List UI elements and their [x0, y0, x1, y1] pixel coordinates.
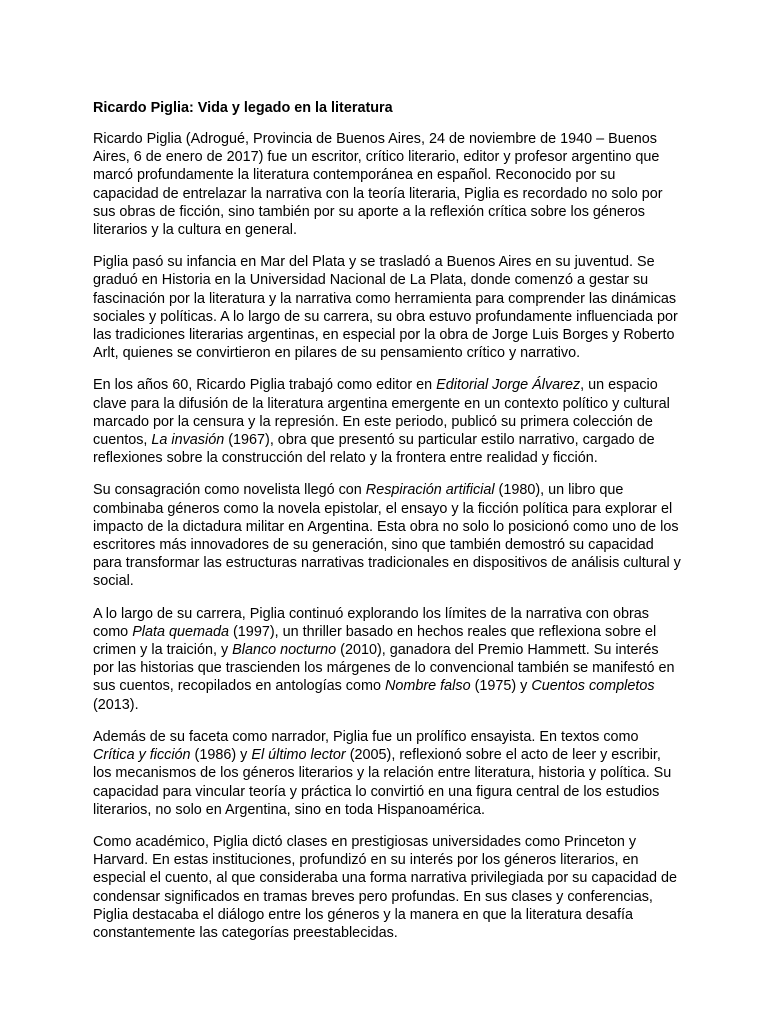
paragraph-text: (2013). [93, 696, 139, 713]
paragraph [93, 728, 683, 819]
italic-title-text: Cuentos completos [531, 678, 655, 695]
paragraph [93, 130, 683, 239]
paragraph-text: A lo largo de su carrera, Piglia continuó explorando los límites de la narrativa con obras como [93, 605, 649, 640]
paragraph-text: Como académico, Piglia dictó clases en prestigiosas universidades como Princeton y Harvard. En estas instituciones, profundizó en su interés por los géneros literarios, en especial el cuento, al que consideraba una forma narrativa privilegiada por su capacidad de condensar significados en tramas breves pero profundas. En sus clases y conferencias, Piglia destacaba el diálogo entre los géneros y la manera en que la literatura desafía constantemente las categorías preestablecidas. [93, 833, 677, 941]
paragraph-text: Ricardo Piglia (Adrogué, Provincia de Buenos Aires, 24 de noviembre de 1940 – Buenos Aires, 6 de enero de 2017) fue un escritor, crítico literario, editor y profesor argentino que marcó profundamente la literatura contemporánea en español. Reconocido por su capacidad de entrelazar la narrativa con la teoría literaria, Piglia es recordado no solo por sus obras de ficción, sino también por su aporte a la reflexión crítica sobre los géneros literarios y la cultura en general. [93, 131, 663, 239]
italic-title-text: Editorial Jorge Álvarez [436, 377, 581, 394]
document-page [93, 99, 683, 956]
paragraph-text: (1986) y [190, 747, 252, 764]
paragraph-text: (1975) y [470, 678, 532, 695]
paragraph-text: Su consagración como novelista llegó con [93, 482, 366, 499]
paragraph-text: , un espacio clave para la difusión de la literatura argentina emergente en un contexto político y cultural marcado por la censura y la represión. En este periodo, publicó su primera colección de cuentos, [93, 377, 670, 449]
paragraph [93, 253, 683, 362]
paragraph-text: (1980), un libro que combinaba géneros como la novela epistolar, el ensayo y la ficción política para explorar el impacto de la dictadura militar en Argentina. Esta obra no solo lo posicionó como uno de los escritores más innovadores de su generación, sino que también demostró su capacidad para transformar las estructuras narrativas tradicionales en dispositivos de análisis cultural y social. [93, 482, 681, 590]
italic-title-text: La invasión [151, 432, 225, 449]
paragraph-text: Piglia pasó su infancia en Mar del Plata y se trasladó a Buenos Aires en su juventud. Se graduó en Historia en la Universidad Nacional de La Plata, donde comenzó a gestar su fascinación por la literatura y la narrativa como herramienta para comprender las dinámicas sociales y políticas. A lo largo de su carrera, su obra estuvo profundamente influenciada por las tradiciones literarias argentinas, en especial por la obra de Jorge Luis Borges y Roberto Arlt, quienes se convirtieron en pilares de su pensamiento crítico y narrativo. [93, 254, 678, 362]
paragraph-text: (1997), un thriller basado en hechos reales que reflexiona sobre el crimen y la traición, y [93, 623, 657, 659]
paragraph-text: (2005), reflexionó sobre el acto de leer y escribir, los mecanismos de los géneros literarios y la relación entre literatura, historia y política. Su capacidad para vincular teoría y práctica lo convirtió en una figura central de los estudios literarios, no solo en Argentina, sino en toda Hispanoamérica. [93, 747, 672, 818]
italic-title-text: El último lector [251, 747, 346, 764]
paragraph [93, 481, 683, 590]
document-body [93, 130, 683, 942]
italic-title-text: Blanco nocturno [232, 642, 337, 659]
paragraph-text: (2010), ganadora del Premio Hammett. Su interés por las historias que trascienden los márgenes de lo convencional también se manifestó en sus cuentos, recopilados en antologías como [93, 642, 675, 695]
paragraph-text: Además de su faceta como narrador, Piglia fue un prolífico ensayista. En textos como [93, 728, 639, 745]
paragraph-text: En los años 60, Ricardo Piglia trabajó como editor en [93, 377, 437, 394]
paragraph [93, 376, 683, 467]
italic-title-text: Plata quemada [132, 623, 230, 640]
italic-title-text: Crítica y ficción [93, 747, 191, 764]
italic-title-text: Nombre falso [385, 678, 471, 695]
paragraph [93, 833, 683, 942]
italic-title-text: Respiración artificial [365, 482, 495, 499]
paragraph-text: (1967), obra que presentó su particular estilo narrativo, cargado de reflexiones sobre la construcción del relato y la frontera entre realidad y ficción. [93, 432, 655, 467]
paragraph [93, 605, 683, 714]
document-title: Ricardo Piglia: Vida y legado en la literatura [93, 100, 393, 116]
